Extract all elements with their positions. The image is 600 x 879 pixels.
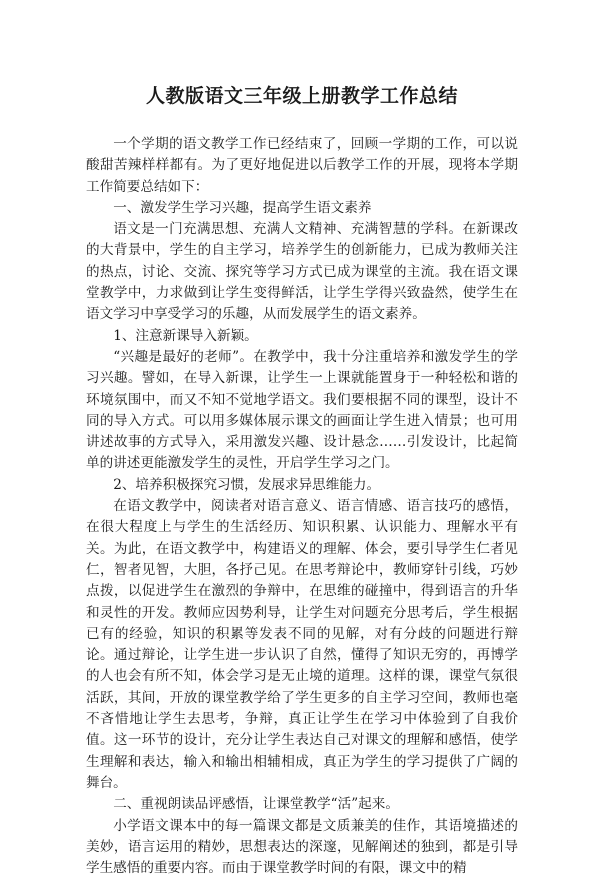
subsection-heading-1: 1、注意新课导入新颖。: [86, 326, 518, 347]
document-body: [86, 134, 518, 879]
section-heading-1: 一、激发学生学习兴趣，提高学生语文素养: [86, 198, 518, 219]
section-heading-2: 二、重视朗读品评感悟，让课堂教学“活”起来。: [86, 794, 518, 815]
intro-paragraph: 一个学期的语文教学工作已经结束了，回顾一学期的工作，可以说酸甜苦辣样样都有。为了更好地促进以后教学工作的开展，现将本学期工作简要总结如下：: [86, 134, 518, 198]
body-paragraph: 在语文教学中，阅读者对语言意义、语言情感、语言技巧的感悟，在很大程度上与学生的生活经历、知识积累、认识能力、理解水平有关。为此，在语文教学中，构建语义的理解、体会，要引导学生仁者见仁，智者见智，大胆，各抒己见。在思考辩论中，教师穿针引线，巧妙点拨，以促进学生在激烈的争辩中，在思维的碰撞中，得到语言的升华和灵性的开发。教师应因势利导，让学生对问题充分思考后，学生根据已有的经验，知识的积累等发表不同的见解，对有分歧的问题进行辩论。通过辩论，让学生进一步认识了自然，懂得了知识无穷的，再博学的人也会有所不知，体会学习是无止境的道理。这样的课，课堂气氛很活跃，其间，开放的课堂教学给了学生更多的自主学习空间，教师也毫不吝惜地让学生去思考，争辩，真正让学生在学习中体验到了自我价值。这一环节的设计，充分让学生表达自己对课文的理解和感悟，使学生理解和表达，输入和输出相辅相成，真正为学生的学习提供了广阔的舞台。: [86, 496, 518, 794]
body-paragraph: 小学语文课本中的每一篇课文都是文质兼美的佳作，其语境描述的美妙，语言运用的精妙，思想表达的深邃，见解阐述的独到，都是引导学生感悟的重要内容。而由于课堂教学时间的有限，课文中的精: [86, 816, 518, 879]
body-paragraph: “兴趣是最好的老师”。在教学中，我十分注重培养和激发学生的学习兴趣。譬如，在导入新课，让学生一上课就能置身于一种轻松和谐的环境氛围中，而又不知不觉地学语文。我们要根据不同的课型，设计不同的导入方式。可以用多媒体展示课文的画面让学生进入情景；也可用讲述故事的方式导入，采用激发兴趣、设计悬念……引发设计，比起简单的讲述更能激发学生的灵性，开启学生学习之门。: [86, 347, 518, 475]
subsection-heading-2: 2、培养积极探究习惯，发展求异思维能力。: [86, 475, 518, 496]
body-paragraph: 语文是一门充满思想、充满人文精神、充满智慧的学科。在新课改的大背景中，学生的自主学习，培养学生的创新能力，已成为教师关注的热点，讨论、交流、探究等学习方式已成为课堂的主流。我在语文课堂教学中，力求做到让学生变得鲜活，让学生学得兴致盎然，使学生在语文学习中享受学习的乐趣，从而发展学生的语文素养。: [86, 219, 518, 325]
document-title: 人教版语文三年级上册教学工作总结: [86, 84, 518, 108]
